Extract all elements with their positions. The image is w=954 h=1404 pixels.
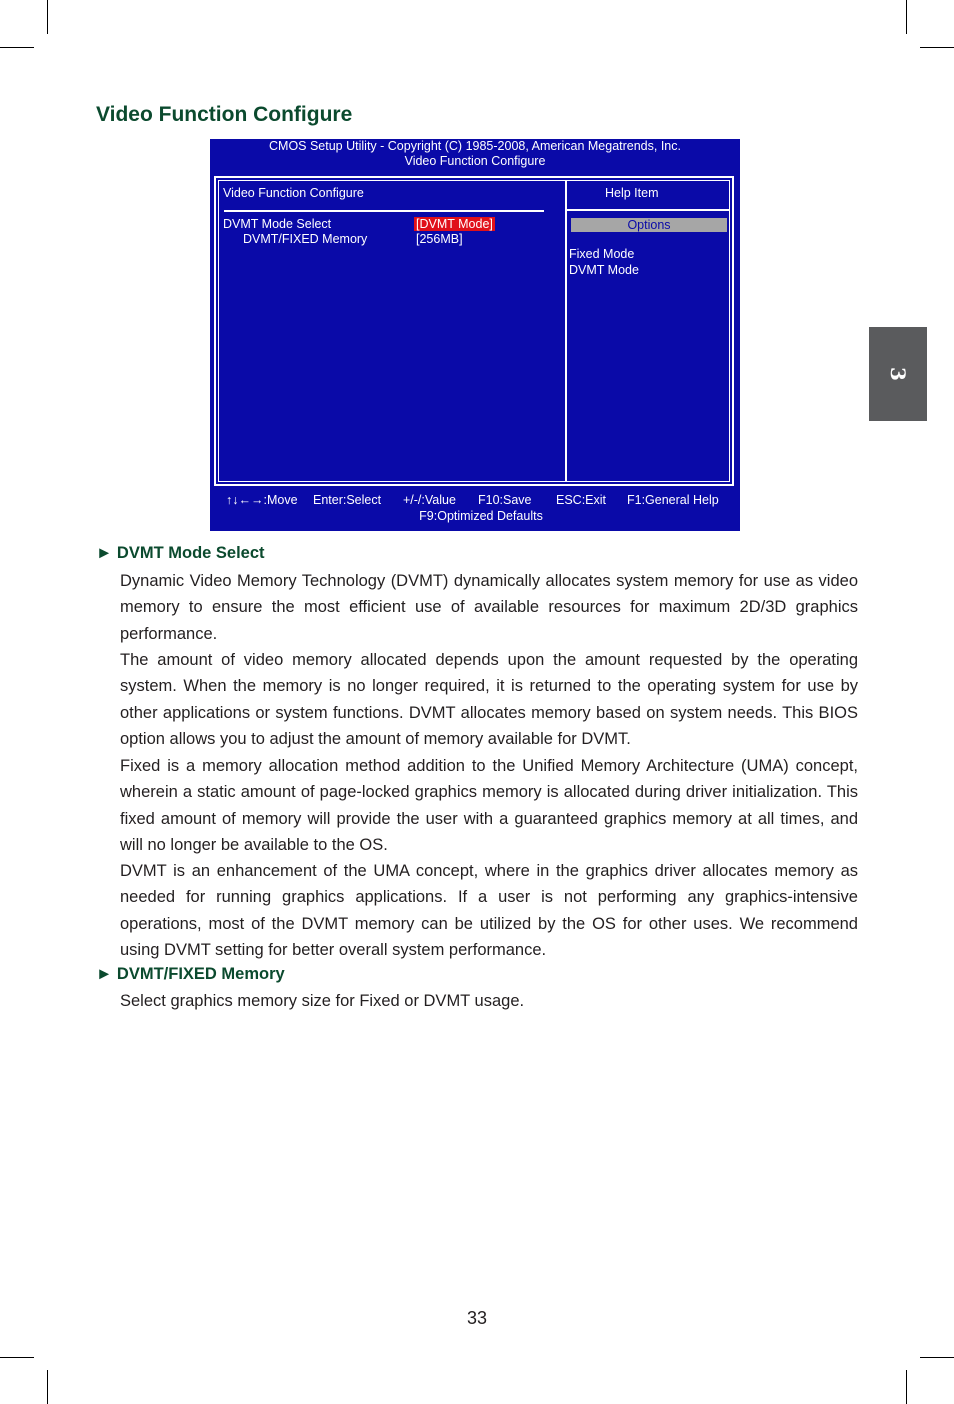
crop-mark: [920, 47, 954, 48]
bios-item-dvmt-mode-select[interactable]: DVMT Mode Select: [223, 217, 332, 231]
crop-mark: [906, 0, 907, 34]
bios-header-title: Video Function Configure: [404, 154, 546, 168]
bios-item-dvmt-fixed-memory[interactable]: DVMT/FIXED Memory: [243, 232, 368, 246]
bios-value-dvmt-memory[interactable]: [256MB]: [416, 232, 463, 246]
chapter-tab: [869, 327, 927, 421]
crop-mark: [47, 0, 48, 34]
crop-mark: [906, 1370, 907, 1404]
bios-option-dvmt-mode[interactable]: DVMT Mode: [569, 263, 639, 277]
paragraph-dvmt-enhancement: DVMT is an enhancement of the UMA concept, where in the graphics driver allocates memory as needed for running graphics applications. If a user is not performing any graphics-intensive operations, most of the DVMT memory can be utilized by the OS for other uses. We recommend using DVMT setting for better overall system performance.: [120, 862, 858, 960]
bios-key-defaults: F9:Optimized Defaults: [419, 509, 543, 523]
bios-options-bar: Options: [571, 218, 727, 232]
paragraph-memory-size: Select graphics memory size for Fixed or DVMT usage.: [120, 992, 525, 1010]
page-number: 33: [466, 1308, 488, 1328]
crop-mark: [0, 47, 34, 48]
crop-mark: [920, 1357, 954, 1358]
page-title: Video Function Configure: [96, 103, 353, 126]
bios-value-dvmt-mode[interactable]: [DVMT Mode]: [416, 217, 493, 231]
bios-frame-inner: [218, 180, 730, 482]
bios-screen: [210, 139, 740, 531]
bios-header-copyright: CMOS Setup Utility - Copyright (C) 1985-2008, American Megatrends, Inc.: [269, 139, 681, 153]
section-heading-dvmt-fixed-memory: ► DVMT/FIXED Memory: [96, 965, 285, 983]
bios-option-fixed-mode[interactable]: Fixed Mode: [569, 247, 635, 261]
bios-frame: [214, 176, 734, 486]
bios-help-title: Help Item: [605, 186, 659, 200]
bios-key-help: F1:General Help: [627, 493, 719, 507]
crop-mark: [47, 1370, 48, 1404]
bios-help-rule: [567, 209, 729, 211]
bios-key-save: F10:Save: [478, 493, 532, 507]
bios-key-select: Enter:Select: [313, 493, 382, 507]
paragraph-fixed-mode: Fixed is a memory allocation method addition to the Unified Memory Architecture (UMA) concept, wherein a static amount of page-locked graphics memory is allocated during driver initialization. This fixed amount of memory will provide the user with a guaranteed graphics memory at all times, and will no longer be available to the OS.: [120, 757, 858, 855]
bios-panel-divider: [565, 181, 567, 481]
paragraph-dvmt-intro: Dynamic Video Memory Technology (DVMT) dynamically allocates system memory for use as video memory to ensure the most efficient use of available resources for maximum 2D/3D graphics performance.: [120, 572, 858, 643]
bios-key-value: +/-/:Value: [403, 493, 456, 507]
bios-menu-title: Video Function Configure: [223, 186, 364, 200]
section-heading-dvmt-mode-select: ► DVMT Mode Select: [96, 544, 265, 562]
paragraph-dvmt-allocation: The amount of video memory allocated depends upon the amount requested by the operating system. When the memory is no longer required, it is returned to the operating system for use by other applications or system functions. DVMT allocates memory based on system needs. This BIOS option allows you to adjust the amount of memory available for DVMT.: [120, 651, 858, 749]
chapter-number: 3: [885, 367, 910, 381]
bios-menu-rule: [224, 210, 544, 212]
bios-key-move: ↑↓←→:Move: [226, 493, 298, 507]
bios-key-exit: ESC:Exit: [556, 493, 607, 507]
crop-mark: [0, 1357, 34, 1358]
